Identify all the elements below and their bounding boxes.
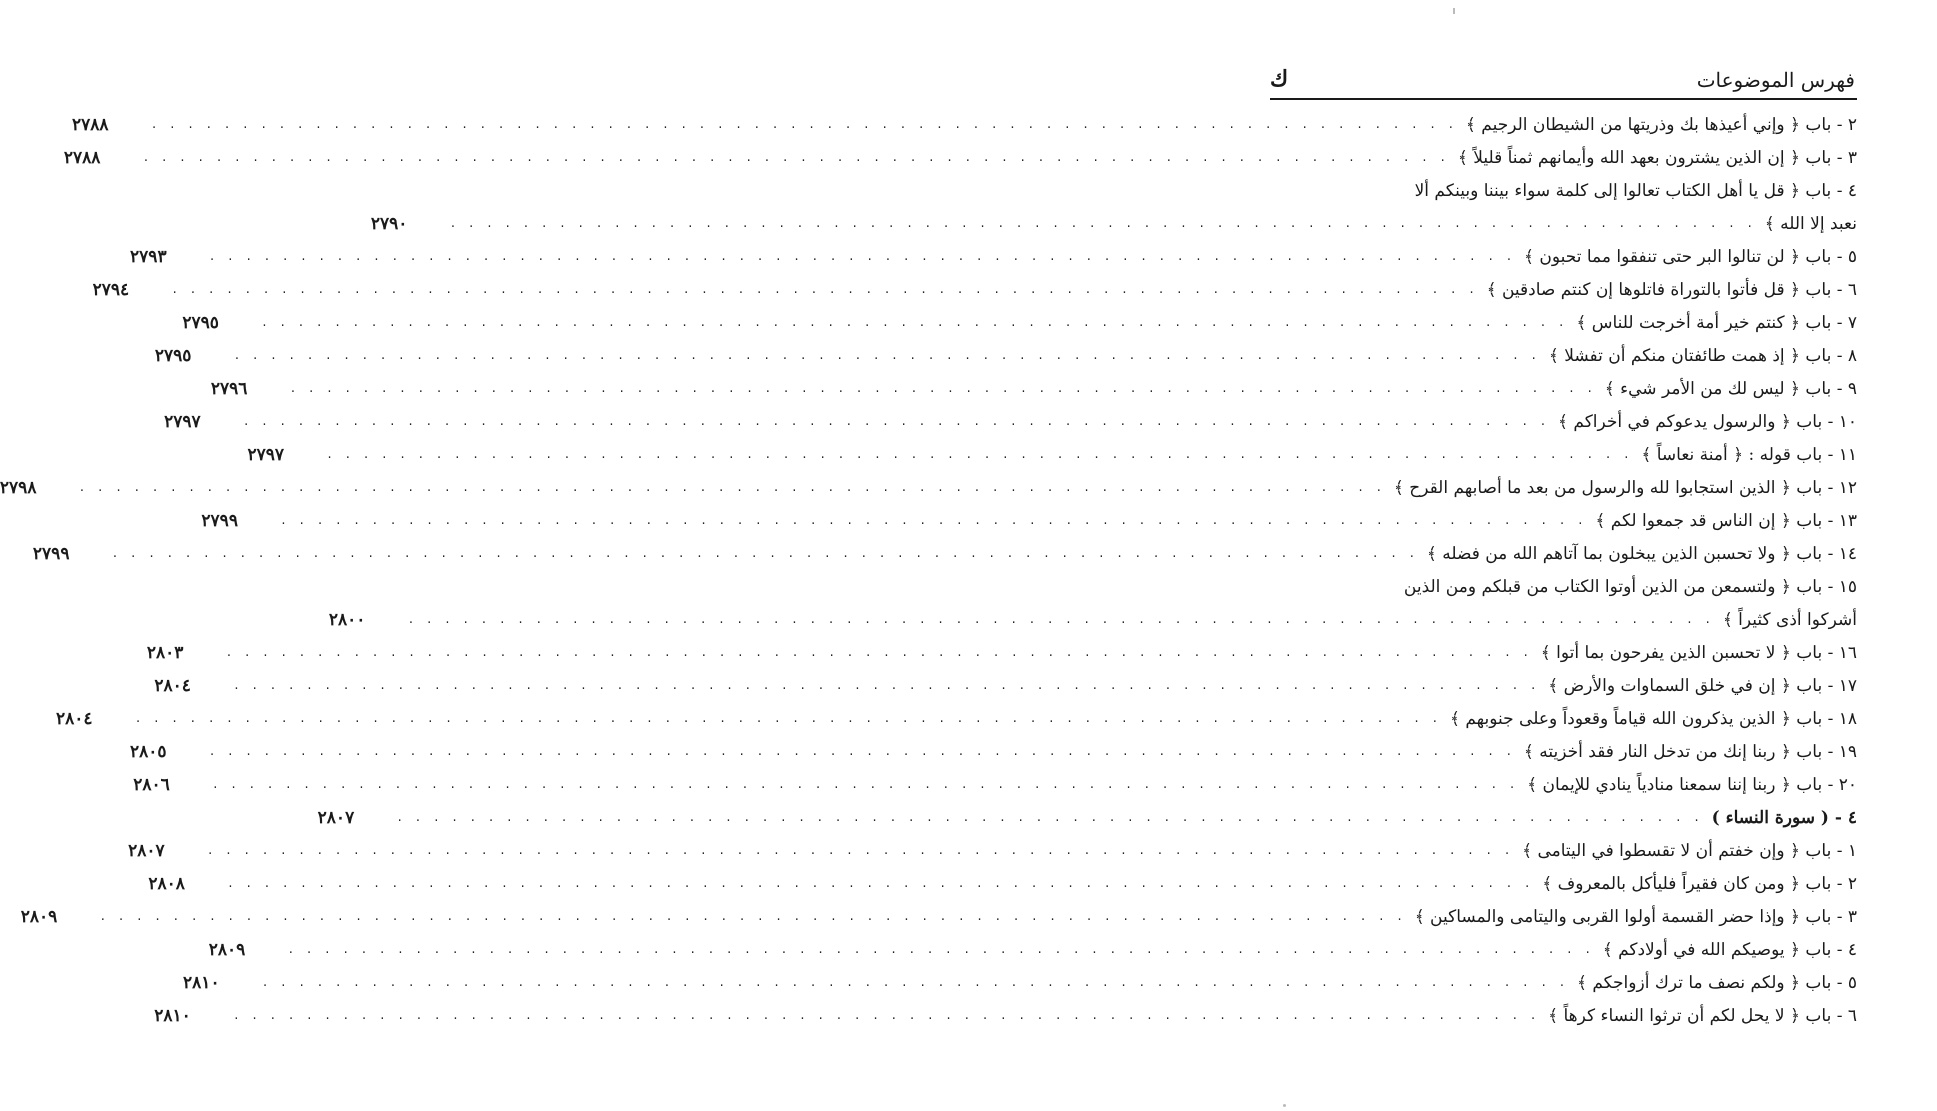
entry-title: ٢٠ - باب ﴿ ربنا إننا سمعنا منادياً ينادي للإيمان ﴾ (1527, 775, 1857, 795)
entry-title: ٤ - باب ﴿ يوصيكم الله في أولادكم ﴾ (1602, 940, 1857, 960)
dot-leader: . . . . . . . . . . . . . . . . . . . . . . . . . . . . . . . . . . . . . . . . . . . . . . . . . . . . . . . . . . . . . . . . . . . . . . . . (281, 513, 1588, 528)
entry-title: ٤ - باب ﴿ قل يا أهل الكتاب تعالوا إلى كلمة سواء بيننا وبينكم ألا (1414, 181, 1857, 201)
dot-leader: . . . . . . . . . . . . . . . . . . . . . . . . . . . . . . . . . . . . . . . . . . . . . . . . . . . . . . . . . . . . . . . . . . . . . . . . (263, 975, 1569, 990)
toc-entry (370, 207, 1857, 240)
toc-entry (201, 504, 1857, 537)
dot-leader: . . . . . . . . . . . . . . . . . . . . . . . . . . . . . . . . . . . . . . . . . . . . . . . . . . . . . . . . . . . . . . . . . . . . . . . . (151, 117, 1458, 132)
table-of-contents (0, 108, 1857, 1032)
toc-entry (56, 702, 1857, 735)
dot-leader: . . . . . . . . . . . . . . . . . . . . . . . . . . . . . . . . . . . . . . . . . . . . . . . . . . . . . . . . . . . . . . . . . . . . . . . . (79, 480, 1386, 495)
entry-page: ٢٧٩٥ (154, 345, 192, 366)
entry-title: ٢ - باب ﴿ وإني أعيذها بك وذريتها من الشيطان الرجيم ﴾ (1465, 115, 1857, 135)
dot-leader: . . . . . . . . . . . . . . . . . . . . . . . . . . . . . . . . . . . . . . . . . . . . . . . . . . . . . . . . . . . . . . . . . . . . . . . . (208, 843, 1515, 858)
toc-entry (63, 141, 1857, 174)
dot-leader: . . . . . . . . . . . . . . . . . . . . . . . . . . . . . . . . . . . . . . . . . . . . . . . . . . . . . . . . . . . . . . . . . . . . . . . . (397, 810, 1704, 825)
entry-title: ٣ - باب ﴿ إن الذين يشترون بعهد الله وأيمانهم ثمناً قليلاً ﴾ (1457, 148, 1857, 168)
entry-title: ٥ - باب ﴿ لن تنالوا البر حتى تنفقوا مما تحبون ﴾ (1523, 247, 1857, 267)
entry-page: ٢٨٠٤ (154, 675, 191, 696)
entry-page: ٢٧٨٨ (71, 114, 109, 135)
entry-page: ٢٨٠٦ (133, 774, 170, 795)
toc-entry (71, 108, 1857, 141)
toc-entry (129, 735, 1857, 768)
entry-page: ٢٧٩٩ (32, 543, 70, 564)
entry-page: ٢٨١٠ (154, 1005, 191, 1026)
dot-leader: . . . . . . . . . . . . . . . . . . . . . . . . . . . . . . . . . . . . . . . . . . . . . . . . . . . . . . . . . . . . . . . . . . . . . . . . (288, 942, 1595, 957)
entry-page: ٢٨٠٧ (317, 807, 355, 828)
section-title: ٤ - ( سورة النساء ) (1711, 807, 1857, 828)
scan-mark-top (1453, 8, 1455, 14)
dot-leader: . . . . . . . . . . . . . . . . . . . . . . . . . . . . . . . . . . . . . . . . . . . . . . . . . . . . . . . . . . . . . . . . . . . . . . . . (408, 612, 1715, 627)
dot-leader: . . . . . . . . . . . . . . . . . . . . . . . . . . . . . . . . . . . . . . . . . . . . . . . . . . . . . . . . . . . . . . . . . . . . . . . . (209, 744, 1516, 759)
entry-title: ١٦ - باب ﴿ لا تحسبن الذين يفرحون بما أتوا ﴾ (1540, 643, 1857, 663)
entry-page: ٢٨٠٤ (56, 708, 93, 729)
entry-title: ١١ - باب قوله : ﴿ أمنة نعاساً ﴾ (1641, 445, 1857, 465)
entry-title: ١٤ - باب ﴿ ولا تحسبن الذين يبخلون بما آتاهم الله من فضله ﴾ (1426, 544, 1857, 564)
dot-leader: . . . . . . . . . . . . . . . . . . . . . . . . . . . . . . . . . . . . . . . . . . . . . . . . . . . . . . . . . . . . . . . . . . . . . . . . (136, 711, 1442, 726)
dot-leader: . . . . . . . . . . . . . . . . . . . . . . . . . . . . . . . . . . . . . . . . . . . . . . . . . . . . . . . . . . . . . . . . . . . . . . . . (234, 348, 1541, 363)
dot-leader: . . . . . . . . . . . . . . . . . . . . . . . . . . . . . . . . . . . . . . . . . . . . . . . . . . . . . . . . . . . . . . . . . . . . . . . . (290, 381, 1597, 396)
entry-page: ٢٨٠٥ (129, 741, 167, 762)
toc-entry (154, 999, 1857, 1032)
entry-title: ٦ - باب ﴿ قل فأتوا بالتوراة فاتلوها إن كنتم صادقين ﴾ (1486, 280, 1857, 300)
entry-page: ٢٧٩٨ (0, 477, 37, 498)
toc-entry (328, 603, 1857, 636)
dot-leader: . . . . . . . . . . . . . . . . . . . . . . . . . . . . . . . . . . . . . . . . . . . . . . . . . . . . . . . . . . . . . . . . . . . . . . . . (226, 645, 1533, 660)
entry-page: ٢٨٠٩ (20, 906, 58, 927)
entry-title: ١٩ - باب ﴿ ربنا إنك من تدخل النار فقد أخزيته ﴾ (1523, 742, 1857, 762)
toc-entry (20, 900, 1857, 933)
toc-entry (208, 933, 1857, 966)
entry-page: ٢٧٩٩ (201, 510, 238, 531)
entry-page: ٢٧٩٠ (370, 213, 408, 234)
dot-leader: . . . . . . . . . . . . . . . . . . . . . . . . . . . . . . . . . . . . . . . . . . . . . . . . . . . . . . . . . . . . . . . . . . . . . . . . (327, 447, 1634, 462)
dot-leader: . . . . . . . . . . . . . . . . . . . . . . . . . . . . . . . . . . . . . . . . . . . . . . . . . . . . . . . . . . . . . . . . . . . . . . . . (112, 546, 1419, 561)
entry-title: نعبد إلا الله ﴾ (1764, 214, 1857, 234)
dot-leader: . . . . . . . . . . . . . . . . . . . . . . . . . . . . . . . . . . . . . . . . . . . . . . . . . . . . . . . . . . . . . . . . . . . . . . . . (228, 876, 1535, 891)
toc-entry (182, 306, 1857, 339)
toc-entry (92, 273, 1857, 306)
dot-leader: . . . . . . . . . . . . . . . . . . . . . . . . . . . . . . . . . . . . . . . . . . . . . . . . . . . . . . . . . . . . . . . . . . . . . . . . (262, 315, 1569, 330)
entry-page: ٢٧٨٨ (63, 147, 101, 168)
entry-page: ٢٨١٠ (183, 972, 220, 993)
entry-title: ١٥ - باب ﴿ ولتسمعن من الذين أوتوا الكتاب من قبلكم ومن الذين (1403, 577, 1857, 597)
entry-page: ٢٨٠٠ (328, 609, 366, 630)
scan-mark-bottom (1283, 1104, 1286, 1107)
entry-title: ١٠ - باب ﴿ والرسول يدعوكم في أخراكم ﴾ (1558, 412, 1857, 432)
entry-page: ٢٨٠٩ (208, 939, 246, 960)
header-rule (1270, 98, 1857, 100)
entry-page: ٢٧٩٧ (164, 411, 201, 432)
toc-entry (183, 966, 1857, 999)
toc-entry (154, 339, 1857, 372)
toc-entry (154, 669, 1857, 702)
toc-entry (32, 537, 1857, 570)
entry-title: ١٨ - باب ﴿ الذين يذكرون الله قياماً وقعوداً وعلى جنوبهم ﴾ (1449, 709, 1857, 729)
entry-title: ٣ - باب ﴿ وإذا حضر القسمة أولوا القربى واليتامى والمساكين ﴾ (1414, 907, 1857, 927)
page-letter: ك (1270, 66, 1289, 92)
entry-title: ١٣ - باب ﴿ إن الناس قد جمعوا لكم ﴾ (1595, 511, 1857, 531)
entry-page: ٢٨٠٧ (128, 840, 165, 861)
toc-entry (130, 240, 1857, 273)
dot-leader: . . . . . . . . . . . . . . . . . . . . . . . . . . . . . . . . . . . . . . . . . . . . . . . . . . . . . . . . . . . . . . . . . . . . . . . . (172, 282, 1479, 297)
toc-entry (133, 768, 1857, 801)
entry-page: ٢٨٠٣ (146, 642, 184, 663)
toc-entry (146, 636, 1857, 669)
entry-page: ٢٧٩٦ (210, 378, 248, 399)
entry-page: ٢٨٠٨ (148, 873, 185, 894)
entry-title: أشركوا أذى كثيراً ﴾ (1722, 610, 1857, 630)
entry-title: ٦ - باب ﴿ لا يحل لكم أن ترثوا النساء كرهاً ﴾ (1548, 1006, 1857, 1026)
toc-entry (164, 405, 1857, 438)
entry-page: ٢٧٩٧ (247, 444, 284, 465)
entry-title: ٥ - باب ﴿ ولكم نصف ما ترك أزواجكم ﴾ (1576, 973, 1857, 993)
dot-leader: . . . . . . . . . . . . . . . . . . . . . . . . . . . . . . . . . . . . . . . . . . . . . . . . . . . . . . . . . . . . . . . . . . . . . . . . (100, 909, 1407, 924)
dot-leader: . . . . . . . . . . . . . . . . . . . . . . . . . . . . . . . . . . . . . . . . . . . . . . . . . . . . . . . . . . . . . . . . . . . . . . . . (234, 1008, 1541, 1023)
dot-leader: . . . . . . . . . . . . . . . . . . . . . . . . . . . . . . . . . . . . . . . . . . . . . . . . . . . . . . . . . . . . . . . . . . . . . . . . (213, 777, 1520, 792)
entry-title: ١٢ - باب ﴿ الذين استجابوا لله والرسول من بعد ما أصابهم القرح ﴾ (1393, 478, 1857, 498)
dot-leader: . . . . . . . . . . . . . . . . . . . . . . . . . . . . . . . . . . . . . . . . . . . . . . . . . . . . . . . . . . . . . . . . . . . . . . . . (143, 150, 1450, 165)
entry-page: ٢٧٩٣ (130, 246, 167, 267)
entry-page: ٢٧٩٥ (182, 312, 219, 333)
running-head: فهرس الموضوعات (1696, 68, 1855, 92)
toc-entry (148, 867, 1857, 900)
toc-entry (128, 834, 1857, 867)
entry-title: ٨ - باب ﴿ إذ همت طائفتان منكم أن تفشلا ﴾ (1548, 346, 1857, 366)
entry-title: ١ - باب ﴿ وإن خفتم أن لا تقسطوا في اليتامى ﴾ (1522, 841, 1857, 861)
entry-title: ٢ - باب ﴿ ومن كان فقيراً فليأكل بالمعروف ﴾ (1542, 874, 1857, 894)
entry-page: ٢٧٩٤ (92, 279, 130, 300)
entry-title: ٧ - باب ﴿ كنتم خير أمة أخرجت للناس ﴾ (1576, 313, 1857, 333)
dot-leader: . . . . . . . . . . . . . . . . . . . . . . . . . . . . . . . . . . . . . . . . . . . . . . . . . . . . . . . . . . . . . . . . . . . . . . . . (244, 414, 1551, 429)
dot-leader: . . . . . . . . . . . . . . . . . . . . . . . . . . . . . . . . . . . . . . . . . . . . . . . . . . . . . . . . . . . . . . . . . . . . . . . . (210, 249, 1516, 264)
page-header (1270, 62, 1855, 92)
toc-entry (0, 471, 1857, 504)
toc-entry (247, 438, 1857, 471)
toc-entry-wrapped (1270, 570, 1857, 603)
toc-section-heading (317, 801, 1857, 834)
toc-entry (210, 372, 1857, 405)
toc-entry-wrapped (1270, 174, 1857, 207)
dot-leader: . . . . . . . . . . . . . . . . . . . . . . . . . . . . . . . . . . . . . . . . . . . . . . . . . . . . . . . . . . . . . . . . . . . . . . . . (234, 678, 1541, 693)
dot-leader: . . . . . . . . . . . . . . . . . . . . . . . . . . . . . . . . . . . . . . . . . . . . . . . . . . . . . . . . . . . . . . . . . . . . . . . . (450, 216, 1757, 231)
entry-title: ٩ - باب ﴿ ليس لك من الأمر شيء ﴾ (1604, 379, 1857, 399)
entry-title: ١٧ - باب ﴿ إن في خلق السماوات والأرض ﴾ (1548, 676, 1857, 696)
